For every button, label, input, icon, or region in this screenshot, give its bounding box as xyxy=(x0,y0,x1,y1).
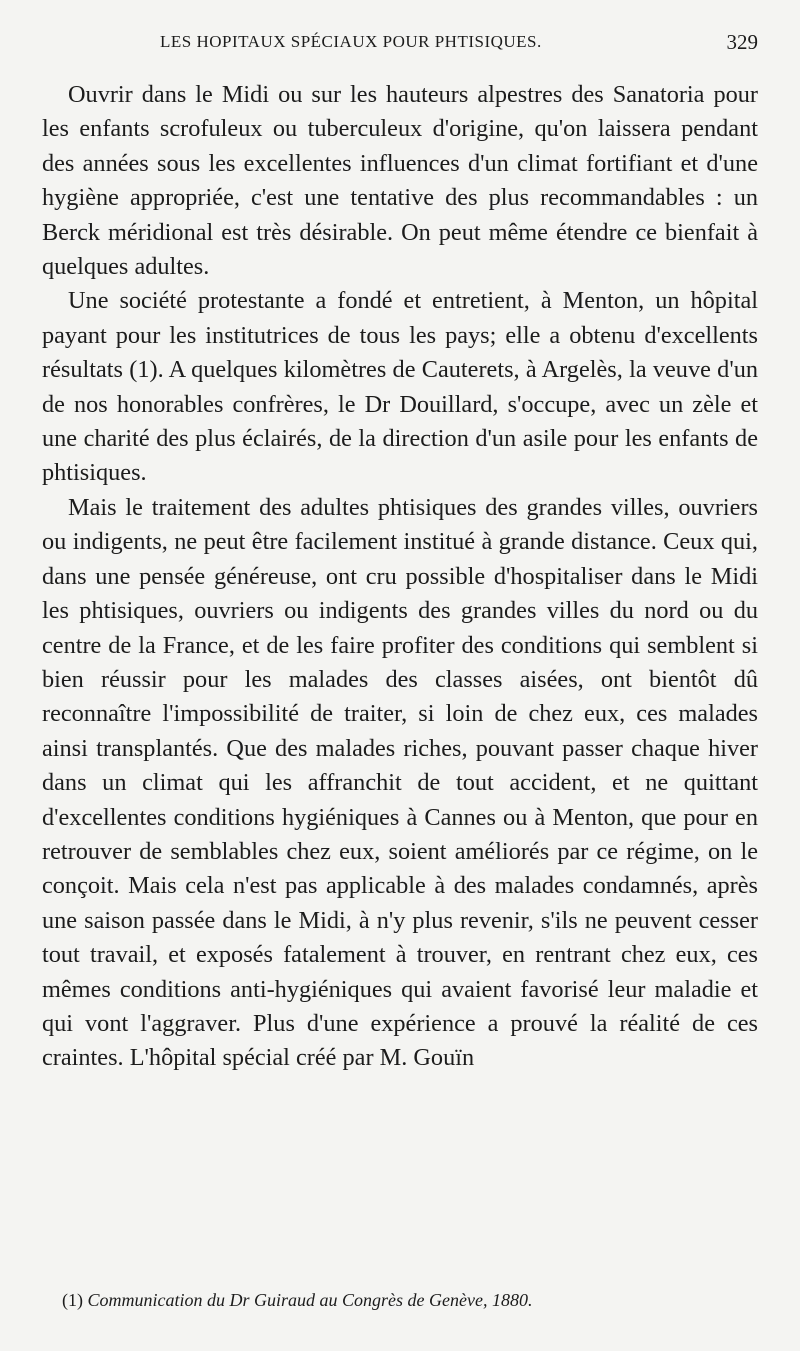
page-header xyxy=(160,32,758,60)
footnote-marker: (1) xyxy=(62,1290,83,1310)
paragraph-1: Ouvrir dans le Midi ou sur les hauteurs alpestres des Sanatoria pour les enfants scrofuleux ou tuberculeux d'origine, qu'on laissera pendant des années sous les excellentes influences d'un climat fortifiant et d'une hygiène appropriée, c'est une tentative des plus recommandables : un Berck méridional est très désirable. On peut même étendre ce bienfait à quelques adultes. xyxy=(42,81,758,281)
body-text xyxy=(42,78,758,1076)
paragraph-2: Une société protestante a fondé et entretient, à Menton, un hôpital payant pour les institutrices de tous les pays; elle a obtenu d'excellents résultats (1). A quelques kilomètres de Cauterets, à Argelès, la veuve d'un de nos honorables confrères, le Dr Douillard, s'occupe, avec un zèle et une charité des plus éclairés, de la direction d'un asile pour les enfants de phtisiques. xyxy=(42,287,758,487)
page-number: 329 xyxy=(726,30,758,54)
running-title: LES HOPITAUX SPÉCIAUX POUR PHTISIQUES. xyxy=(160,32,542,51)
paragraph-3: Mais le traitement des adultes phtisiques des grandes villes, ouvriers ou indigents, ne peut être facilement institué à grande distance. Ceux qui, dans une pensée généreuse, ont cru possible d'hospitaliser dans le Midi les phtisiques, ouvriers ou indigents des grandes villes du nord ou du centre de la France, et de les faire profiter des conditions qui semblent si bien réussir pour les malades des classes aisées, ont bientôt dû reconnaître l'impossibilité de traiter, si loin de chez eux, ces malades ainsi transplantés. Que des malades riches, pouvant passer chaque hiver dans un climat qui les affranchit de tout accident, et ne quittant d'excellentes conditions hygiéniques à Cannes ou à Menton, que pour en retrouver de semblables chez eux, soient améliorés par ce régime, on le conçoit. Mais cela n'est pas applicable à des malades condamnés, après une saison passée dans le Midi, à n'y plus revenir, s'ils ne peuvent cesser tout travail, et exposés fatalement à trouver, en rentrant chez eux, ces mêmes conditions anti-hygiéniques qui avaient favorisé leur maladie et qui vont l'aggraver. Plus d'une expérience a prouvé la réalité de ces craintes. L'hôpital spécial créé par M. Gouïn xyxy=(42,493,758,1072)
footnote xyxy=(62,1290,762,1311)
footnote-text: Communication du Dr Guiraud au Congrès de Genève, 1880. xyxy=(87,1290,533,1310)
